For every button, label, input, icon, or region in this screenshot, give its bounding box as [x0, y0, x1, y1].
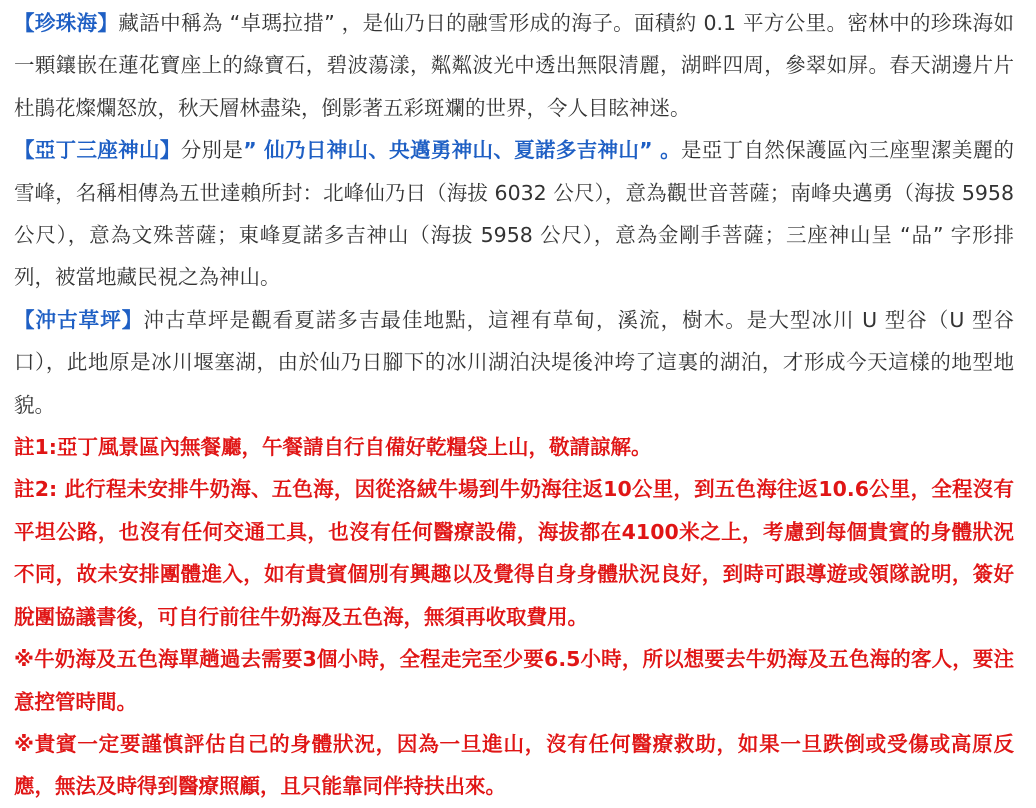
section-heading-three-mountains: 【亞丁三座神山】 [14, 138, 181, 163]
section-body-three-mountains: 是亞丁自然保護區內三座聖潔美麗的雪峰，名稱相傳為五世達賴所封：北峰仙乃日（海拔 6032 公尺），意為觀世音菩薩；南峰央邁勇（海拔 5958 公尺），意為文殊菩薩；東峰夏諾多吉神山（海拔 5958 公尺），意為金剛手菩薩；三座神山呈 “品” 字形排列，被當地藏民視之為神山。 [14, 138, 1014, 290]
section-body-chonggu-meadow: 沖古草坪是觀看夏諾多吉最佳地點，這裡有草甸，溪流，樹木。是大型冰川 U 型谷（U 型谷口），此地原是冰川堰塞湖，由於仙乃日腳下的冰川湖泊決堤後沖垮了這裏的湖泊，才形成今天這樣的地型地貌。 [14, 307, 1015, 417]
section-three-sacred-mountains [14, 129, 1014, 299]
note-no-restaurant: 註1:亞丁風景區內無餐廳，午餐請自行自備好乾糧袋上山，敬請諒解。 [14, 435, 652, 460]
note-health-warning: ※貴賓一定要謹慎評估自己的身體狀況，因為一旦進山，沒有任何醫療救助，如果一旦跌倒或受傷或高原反應，無法及時得到醫療照顧，且只能靠同伴持扶出來。 [14, 731, 1014, 799]
section-mountain-names-quote: ” 仙乃日神山、央邁勇神山、夏諾多吉神山” 。 [243, 138, 681, 163]
note-milk-lake-five-color-lake: 註2: 此行程未安排牛奶海、五色海，因從洛絨牛場到牛奶海往返10公里，到五色海往返10.6公里，全程沒有平坦公路，也沒有任何交通工具，也沒有任何醫療設備，海拔都在4100米之上，考慮到每個貴賓的身體狀況不同，故未安排團體進入，如有貴賓個別有興趣以及覺得自身身體狀況良好，到時可跟導遊或領隊說明，簽好脫團協議書後，可自行前往牛奶海及五色海，無須再收取費用。 [14, 477, 1014, 629]
section-chonggu-meadow [14, 299, 1014, 426]
section-heading-pearl-lake: 【珍珠海】 [14, 11, 119, 35]
section-body-three-mountains-intro: 分別是 [180, 138, 244, 163]
section-heading-chonggu-meadow: 【沖古草坪】 [14, 307, 144, 332]
section-body-pearl-lake: 藏語中稱為 “卓瑪拉措” ，是仙乃日的融雪形成的海子。面積約 0.1 平方公里。密林中的珍珠海如一顆鑲嵌在蓮花寶座上的綠寶石，碧波蕩漾，粼粼波光中透出無限清麗，湖畔四周，參翠如屏。春天湖邊片片杜鵑花燦爛怒放，秋天層林盡染，倒影著五彩斑斕的世界，令人目眩神迷。 [14, 11, 1015, 120]
note-time-required: ※牛奶海及五色海單趟過去需要3個小時，全程走完至少要6.5小時，所以想要去牛奶海及五色海的客人，要注意控管時間。 [14, 647, 1014, 714]
section-pearl-lake [14, 2, 1014, 129]
